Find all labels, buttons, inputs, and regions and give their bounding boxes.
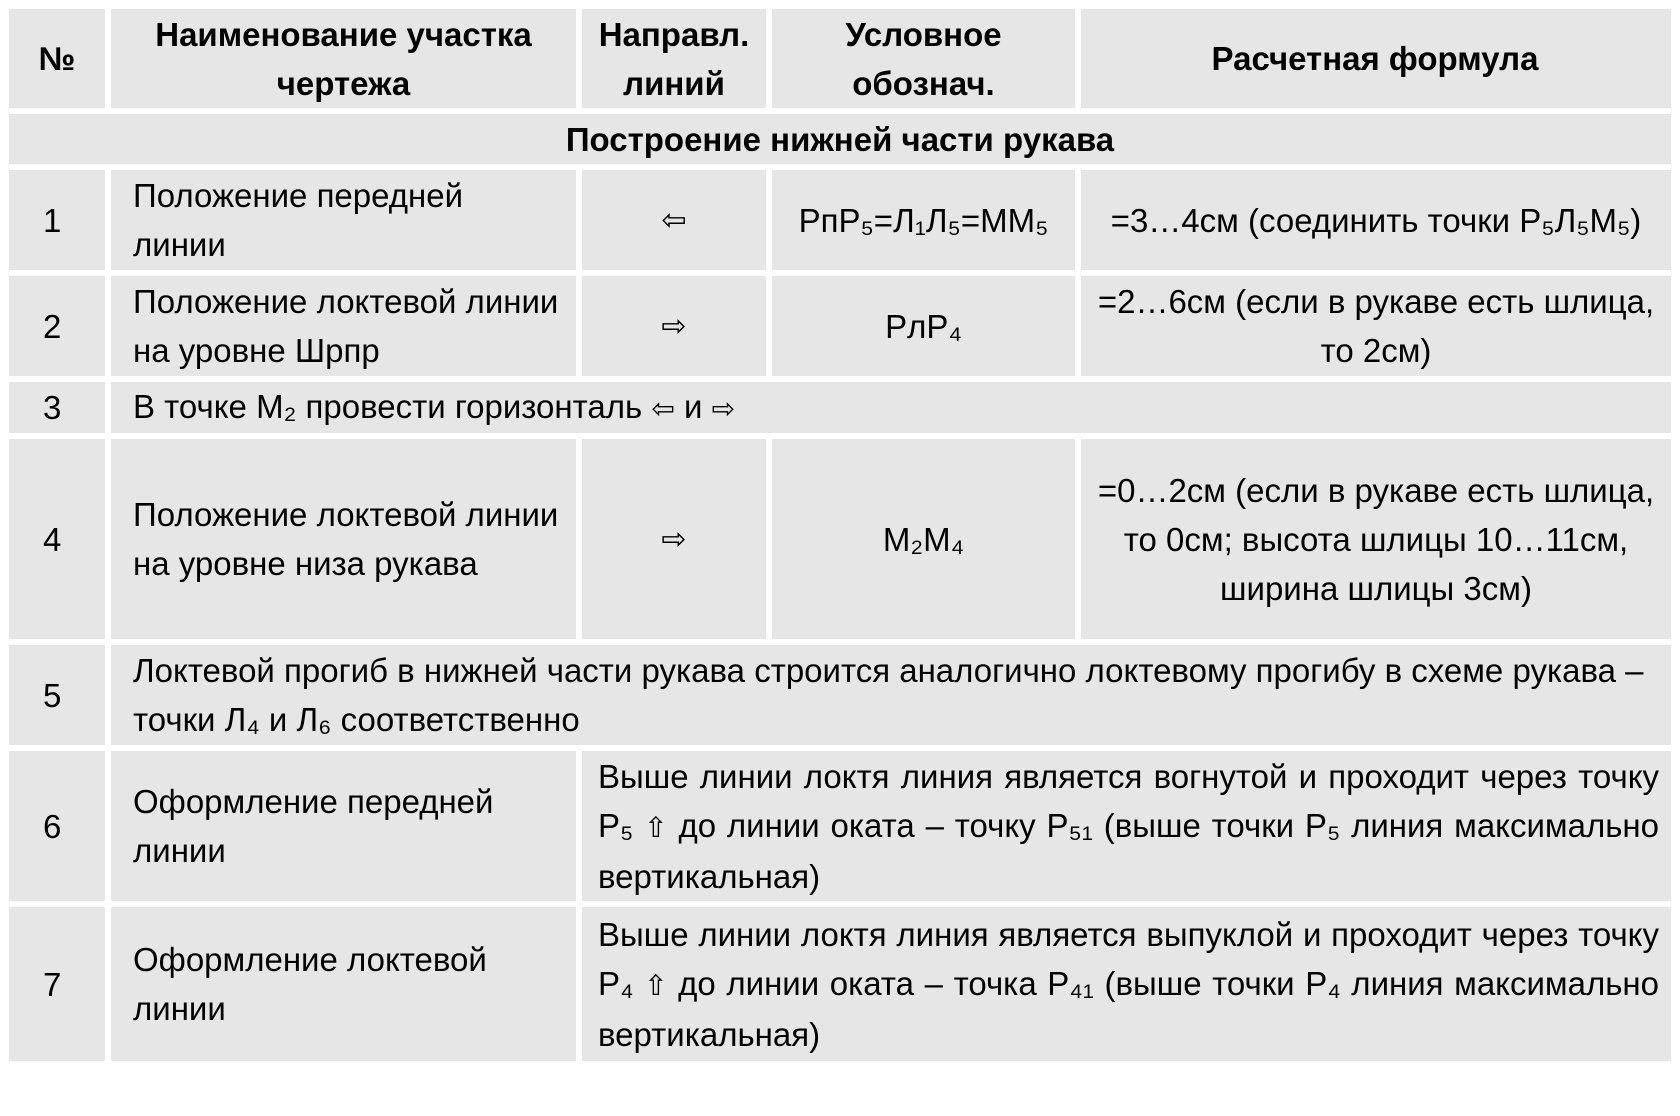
row-num: 4 (6, 436, 108, 642)
row-text-conjunction: и (674, 388, 712, 425)
header-num: № (6, 6, 108, 111)
table-row (6, 167, 1674, 273)
row-notation: РлР₄ (769, 273, 1078, 379)
row-text: В точке М₂ провести горизонталь (133, 388, 652, 425)
up-arrow-icon: ⇧ (644, 968, 668, 1002)
table-row (6, 379, 1674, 436)
row-num: 3 (6, 379, 108, 436)
table-row (6, 748, 1674, 904)
row-description-end: до линии оката – точка Р₄₁ (выше точки Р₄ линия максимально вертикальная) (598, 964, 1659, 1053)
header-notation: Условное обознач. (769, 6, 1078, 111)
row-num: 6 (6, 748, 108, 904)
row-text: Локтевой прогиб в нижней части рукава строится аналогично локтевому прогибу в схеме рукава – точки Л₄ и Л₆ соответственно (108, 642, 1674, 748)
section-row (6, 111, 1674, 167)
section-title: Построение нижней части рукава (6, 111, 1674, 167)
row-formula: =0…2см (если в рукаве есть шлица, то 0см; высота шлицы 10…11см, ширина шлицы 3см) (1078, 436, 1674, 642)
right-arrow-icon: ⇨ (711, 392, 736, 425)
row-name: Положение локтевой линии на уровне Шрпр (108, 273, 579, 379)
row-num: 1 (6, 167, 108, 273)
row-description (579, 748, 1674, 904)
row-description (579, 904, 1674, 1064)
row-description-end: до линии оката – точку Р₅₁ (выше точки Р₅ линия максимально вертикальная) (598, 806, 1659, 895)
right-arrow-icon: ⇨ (579, 273, 769, 379)
header-formula: Расчетная формула (1078, 6, 1674, 111)
row-formula: =2…6см (если в рукаве есть шлица, то 2см) (1078, 273, 1674, 379)
table-row (6, 436, 1674, 642)
row-num: 2 (6, 273, 108, 379)
table-row (6, 904, 1674, 1064)
header-direction: Направл. линий (579, 6, 769, 111)
row-description-start: Выше линии локтя линия является вогнутой и проходит через точку Р₅ (598, 757, 1659, 844)
row-name: Положение локтевой линии на уровне низа рукава (108, 436, 579, 642)
header-section-name: Наименование участка чертежа (108, 6, 579, 111)
row-description-start: Выше линии локтя линия является выпуклой и проходит через точку Р₄ (598, 915, 1659, 1002)
row-name: Оформление локтевой линии (108, 904, 579, 1064)
header-row (6, 6, 1674, 111)
row-formula: =3…4см (соединить точки Р₅Л₅М₅) (1078, 167, 1674, 273)
up-arrow-icon: ⇧ (644, 810, 668, 844)
row-num: 5 (6, 642, 108, 748)
left-arrow-icon: ⇦ (651, 392, 675, 425)
row-instruction (108, 379, 1674, 436)
construction-table (6, 6, 1674, 1064)
left-arrow-icon: ⇦ (579, 167, 769, 273)
table-row (6, 642, 1674, 748)
row-name: Оформление передней линии (108, 748, 579, 904)
row-name: Положение передней линии (108, 167, 579, 273)
row-notation: М₂М₄ (769, 436, 1078, 642)
right-arrow-icon: ⇨ (579, 436, 769, 642)
row-num: 7 (6, 904, 108, 1064)
row-notation: РпР₅=Л₁Л₅=ММ₅ (769, 167, 1078, 273)
table-row (6, 273, 1674, 379)
